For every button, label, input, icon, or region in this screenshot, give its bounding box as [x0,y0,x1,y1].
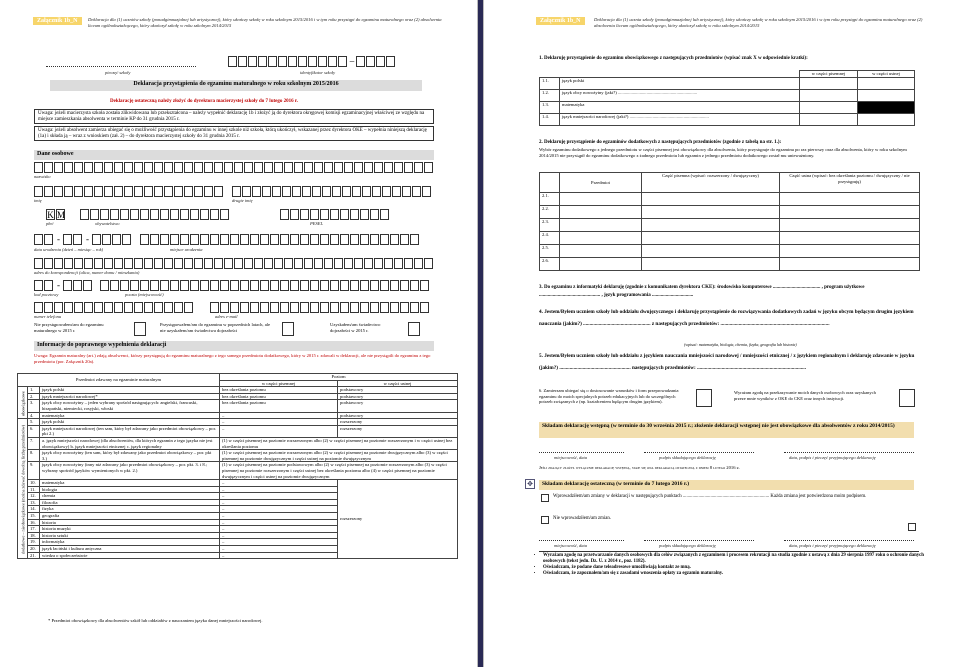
school-stamp-label: pieczęć szkoły [105,70,131,75]
warning-box-1: Uwaga: jeżeli macierzysta szkoła została zlikwidowana lub przekształcona – należy wypełnić deklarację 1b i złożyć ją do dyrektora okręgowej komisji egzaminacyjnej właściwej ze względu na miejsce zamieszkania absolwenta w terminie KP do 31 grudnia 2015 r. [34,109,434,124]
s2-subject-input[interactable] [560,232,642,245]
s2-oral-input[interactable] [780,245,920,258]
subject-written-level: – [220,552,338,559]
subject-name: historia [40,519,220,526]
subject-oral-level: podstawowy [338,393,458,400]
move-handle-icon[interactable]: ✥ [525,479,535,489]
attachment-tag-2: Załącznik 1b_N [536,17,585,25]
subject-name: język polski [40,419,220,426]
bullets-divider [539,551,919,552]
subject-name: matematyka [40,412,220,419]
phone-label: numer telefonu [34,314,62,319]
subject-oral-merged: rozszerzony [338,480,458,559]
subject-name: geografia [40,513,220,520]
s2-col-oral: Część ustna (wpisać: bez określania poziomu / dwujęzyczny / nie przystępuję) [780,173,920,193]
subject-num: 8. [28,450,40,462]
subject-oral-level: podstawowy [338,387,458,394]
subject-oral-level: podstawowy [338,412,458,419]
subject-written-level: – [220,480,338,487]
s1-row-num: 1.4. [540,113,560,125]
attachment-tag: Załącznik 1b_N [33,17,82,25]
s2-oral-input[interactable] [780,193,920,206]
subject-num: 15. [28,513,40,520]
subject-num: 12. [28,493,40,500]
subject-name: a. język mniejszości narodowej (dla absolwentów, dla których egzamin z tego języka nie jest obowiązkowy) b. język mniejszości etnicznej c. język regionalny [40,437,220,449]
subject-name: język mniejszości narodowej (ten sam, który był zdawany jako przedmiot obowiązkowy – por. pkt 2.) [40,425,220,437]
citizenship-label: obywatelstwo [95,221,120,226]
birth-place-cells[interactable] [140,234,420,245]
subject-num: 21. [28,552,40,559]
form-title: Deklaracja przystąpienia do egzaminu maturalnego w roku szkolnym 2015/2016 [50,80,422,91]
subject-num: 2. [28,393,40,400]
warning-box-2: Uwaga: jeżeli absolwent zamierza ubiegać się o możliwość przystąpienia do egzaminu w innej szkole niż szkoła, którą ukończył, wskazanej przez dyrektora OKE – wypełnia niniejszą deklarację (1a) i składa ją – wraz z wnioskiem (zał. 2) – do dyrektora macierzystej szkoły do 31 grudnia 2015 r. [34,126,434,141]
page-2 [483,0,958,667]
section-4-hint: (wpisać: matematyka, biologia, chemia, fizyka, geografia lub historia) [684,342,797,347]
subject-name: język obcy nowożytny (ten sam, który był zdawany jako przedmiot obowiązkowy – por. pkt 3.) [40,450,220,462]
section-6-right: Wyrażam zgodę na przekazywanie moich danych osobowych oraz uzyskanych przeze mnie wyników z OKE do CKE oraz innych instytucji. [734,390,876,401]
subject-written-level: – [220,539,338,546]
s2-oral-input[interactable] [780,232,920,245]
subject-num: 10. [28,480,40,487]
school-id-label: identyfikator szkoły [300,70,336,75]
birth-date-cells[interactable]: - - [34,234,132,245]
email-label: adres e-mail [215,314,238,319]
subject-num: 5. [28,419,40,426]
subject-written-level: (1) w części pisemnej na poziomie podstawowym albo (2) w części pisemnej na poziomie rozszerzonym albo (3) w części pisemnej na poziomie rozszerzonym i części ustnej bez określania poziomu albo (4) w części pisemnej na poziomie dwujęzycznym i części ustnej na poziomie dwujęzycznym [220,462,458,480]
final-opt1-checkbox[interactable] [541,494,549,502]
s2-row-num: 2.4. [540,232,560,245]
postal-code-label: kod pocztowy [34,292,59,297]
section-2-title: 2. Deklaruję przystąpienie do egzaminów dodatkowych z następujących przedmiotów (zgodnie z tabelą na str. 1.): [539,140,782,145]
s2-row-num: 2.2. [540,206,560,219]
subject-num: 19. [28,539,40,546]
city-label: poczta (miejscowość) [125,292,164,297]
s2-subject-input[interactable] [560,219,642,232]
subject-num: 6. [28,425,40,437]
birth-date-label: data urodzenia (dzień – miesiąc – rok) [34,247,104,252]
s6-right-checkbox[interactable] [899,389,915,407]
s2-oral-input[interactable] [780,219,920,232]
s2-written-input[interactable] [642,206,780,219]
section-6-left: 6. Zamierzam ubiegać się o dostosowanie warunków i form przeprowadzania egzaminu do moich specjalnych potrzeb edukacyjnych lub do szczególnych potrzeb związanych z (np. kształceniem będącym drugim językiem). [539,388,679,404]
gender-m[interactable]: M [57,210,66,220]
prelim-signature-line[interactable] [644,452,754,453]
subject-num: 11. [28,486,40,493]
subject-oral-level: rozszerzony [338,419,458,426]
s1-check-written[interactable] [800,101,858,113]
prelim-place-line[interactable] [539,452,624,453]
additional-table [539,172,920,271]
final-note: Jeśli zdający złożył wyłącznie deklarację wstępną, staje się ona deklaracją ostateczną z dniem 8 lutego 2016 r. [539,465,740,470]
subject-row [18,450,458,462]
subject-name: język polski [40,387,220,394]
prelim-receiver-line[interactable] [784,452,914,453]
birth-place-label: miejsce urodzenia [170,247,203,252]
s1-blocked-cell [858,101,915,113]
surname-label: nazwisko [34,174,51,179]
declaration-item: • Oświadczam, że podane dane teleadresowe umożliwiają kontakt ze mną. [543,565,928,571]
subject-name: język obcy nowożytny (inny niż zdawany jako przedmiot obowiązkowy – por. pkt. 3. i 8.; wybrany spośród języków wymienionych w pkt. 2.) [40,462,220,480]
subject-name: chemia [40,493,220,500]
subject-written-level: – [220,499,338,506]
subject-name: filozofia [40,499,220,506]
s2-written-input[interactable] [642,193,780,206]
s2-subject-input[interactable] [560,245,642,258]
final-header: Składam deklarację ostateczną (w terminie do 7 lutego 2016 r.) [539,480,914,490]
subject-row [18,462,458,480]
subject-written-level: bez określania poziomu [220,393,338,400]
prelim-place-label: miejscowość, data [554,455,587,460]
personal-data-header: Dane osobowe [34,150,434,160]
first-name-cells[interactable] [34,186,224,197]
s1-check-written[interactable] [800,89,858,101]
header-note: Deklaracja dla (1) uczniów szkoły (ponadgimnazjalnej lub artystycznej), który ukończy szkołę w roku szkolnym 2015/2016 i w tym roku przystąpi do egzaminu maturalnego oraz (2) absolwenta liceum ogólnokształcącego, który ukończył szkołę w roku szkolnym 2014/2015 [88,17,442,28]
subject-num: 9. [28,462,40,480]
subject-written-level: – [220,425,338,437]
first-name-label: imię [34,198,42,203]
section-5: 5. Jestem/Byłem uczniem szkoły lub oddziału z językiem nauczania mniejszości narodowej / mniejszości etnicznej / z językiem regionalnym i deklaruję zdawanie w języku (jakim?) ....................................................... następujących przedmiotów: .................................................................................... [539,353,915,371]
address-cells[interactable] [34,258,434,269]
school-stamp-line[interactable] [46,66,196,67]
subject-name: język mniejszości narodowej* [40,393,220,400]
section-3: 3. Do egzaminu z informatyki deklaruję (zgodnie z komunikatem dyrektora CKE): środowisko komputerowe ...................................... , program użytkowe ................................................. , język programowania ................................. [539,285,865,298]
s2-row-num: 2.1. [540,193,560,206]
subject-written-level: bez określania poziomu [220,387,338,394]
s1-check-oral[interactable] [858,113,915,125]
school-id-cells[interactable]: – [228,56,396,67]
col-subject: Przedmiot zdawany na egzaminie maturalnym [18,374,220,387]
subject-num: 4. [28,412,40,419]
section-1-title: 1. Deklaruję przystąpienie do egzaminu obowiązkowego z następujących przedmiotów (wpisać znak X w odpowiednie kratki): [539,56,808,61]
page-1 [0,0,478,667]
subject-name: biologia [40,486,220,493]
subject-num: 7. [28,437,40,449]
city-cells[interactable] [100,280,430,291]
s1-row-subject: język obcy nowożytny (jaki?) ..................................................................... [560,89,800,101]
s2-oral-input[interactable] [780,258,920,271]
status-opt-3-checkbox[interactable] [408,322,420,336]
section-2-note: Wybór egzaminu dodatkowego z jednego przedmiotu w części pisemnej jest obowiązkowy dla absolwenta, który przystępuje do egzaminu po raz pierwszy oraz dla absolwenta, który w roku szkolnym 2014/2015 nie przystąpił do egzaminu dodatkowego z żadnego przedmiotu lub egzamin z jednego przedmiotu dodatkowego został mu unieważniony. [539,147,907,158]
subject-name: język obcy nowożytny – jeden wybrany spośród następujących: angielski, francuski, hiszpański, niemiecki, rosyjski, włoski [40,400,220,412]
s2-row-num: 2.5. [540,245,560,258]
subject-num: 1. [28,387,40,394]
subject-written-level: – [220,519,338,526]
s1-check-written[interactable] [800,77,858,89]
subject-num: 3. [28,400,40,412]
postal-code-cells[interactable]: - [34,280,93,291]
header-note-2: Deklaracja dla (1) ucznia szkoły (ponadgimnazjalnej lub artystycznej), który ukończy szkołę w roku szkolnym 2015/2016 i w tym roku przystąpi do egzaminu maturalnego oraz (2) absolwenta liceum ogólnokształcącego, który ukończył szkołę w roku szkolnym 2014/2015 [594,17,923,28]
s1-col-written: w części pisemnej [800,71,858,78]
final-opt2-text: Nie wprowadziłem/am zmian. [553,516,611,521]
status-opt-1-checkbox[interactable] [134,322,146,336]
subject-num: 17. [28,526,40,533]
group-mandatory: obowiązkowe [18,387,28,419]
subject-row [18,387,458,394]
subject-row [18,393,458,400]
status-opt-2-checkbox[interactable] [282,322,294,336]
subject-written-level: – [220,532,338,539]
subject-row [18,412,458,419]
subject-row [18,425,458,437]
surname-cells[interactable] [34,162,434,173]
citizenship-cells[interactable] [80,209,230,220]
subject-written-level: (1) w części pisemnej na poziomie rozszerzonym albo (2) w części pisemnej na poziomie rozszerzonym i w części ustnej bez określania poziomu [220,437,458,449]
second-name-label: drugie imię [232,198,253,203]
subject-written-level: – [220,493,338,500]
s2-written-input[interactable] [642,258,780,271]
subject-row [18,400,458,412]
subject-written-level: – [220,513,338,520]
s6-left-checkbox[interactable] [696,389,712,407]
subject-oral-level: rozszerzony [338,425,458,437]
subject-written-level: – [220,546,338,553]
subject-written-level: – [220,419,338,426]
prelim-signature-label: podpis składającego deklarację [659,455,716,460]
subject-name: wiedza o społeczeństwie [40,552,220,559]
final-signature-label: podpis składającego deklarację [659,543,716,548]
col-oral: w części ustnej [338,380,458,387]
pesel-cells[interactable] [280,209,390,220]
address-label: adres do korespondencji (ulica, numer domu / mieszkania) [34,270,140,275]
fill-info-note: Uwaga: Egzamin maturalny (art.) zdają absolwenci, którzy przystępują do egzaminu maturalnego z tego samego przedmiotu dodatkowego, który w 2015 r. zdawali w deklaracji, ale nie przystąpili do egzaminu z tego przedmiotu (por. Załącznik 20a). [34,353,431,364]
section-4: 4. Jestem/Byłem uczniem szkoły lub oddziału dwujęzycznego i deklaruję przystąpienie do rozwiązywania dodatkowych zadań w języku obcym będącym drugim językiem nauczania (jakim?) .................................................... z następujących przedmiotów: .................................................................................... [539,309,914,327]
subject-oral-level: podstawowy [338,400,458,412]
footnote: * Przedmiot obowiązkowy dla absolwentów szkół lub oddziałów z nauczaniem języka danej mniejszości narodowej. [48,618,263,623]
email-cells[interactable] [210,302,430,313]
subject-written-level: (1) w części pisemnej na poziomie rozszerzonym albo (2) w części pisemnej na poziomie dwujęzycznym albo (3) w części pisemnej na poziomie dwujęzycznym i części ustnej na poziomie dwujęzycznym [220,450,458,462]
final-opt1-text: Wprowadziłem/am zmiany w deklaracji w następujących punktach ........................................................................ Każda zmiana jest potwierdzona moim podpisem. [553,494,867,499]
subject-name: historia sztuki [40,532,220,539]
s2-subject-input[interactable] [560,206,642,219]
subject-num: 14. [28,506,40,513]
declarations-list [529,553,928,577]
subject-num: 20. [28,546,40,553]
final-place-label: miejscowość, data [554,543,587,548]
declaration-item: • Wyrażam zgodę na przetwarzanie danych osobowych dla celów związanych z egzaminem i procesem rekrutacji na studia zgodnie z ustawą z dnia 29 sierpnia 1997 roku o ochronie danych osobowych (tekst jedn. Dz. U. z 2014 r., poz. 1182). [543,553,928,565]
second-name-cells[interactable] [232,186,432,197]
s1-row-num: 1.1. [540,77,560,89]
col-written: w części pisemnej [220,380,338,387]
s1-col-oral: w części ustnej [858,71,915,78]
s1-row-subject: matematyka [560,101,800,113]
col-level: Poziom [220,374,458,381]
subject-written-level: – [220,486,338,493]
subject-written-level: – [220,506,338,513]
status-opt-1-text: Nie przystępowałem/am do egzaminu maturalnego w 2015 r. [34,322,104,333]
s2-row-num: 2.3. [540,219,560,232]
final-place-line[interactable] [539,540,624,541]
subject-name: informatyka [40,539,220,546]
s2-subject-input[interactable] [560,258,642,271]
final-receiver-label: data, podpis i pieczęć przyjmującego deklarację [789,543,876,548]
s1-row-num: 1.2. [540,89,560,101]
subject-written-level: – [220,526,338,533]
pesel-label: PESEL [310,221,323,226]
s2-col-written: Część pisemna (wpisać: rozszerzony / dwujęzyczny) [642,173,780,193]
final-signature-line[interactable] [644,540,754,541]
s2-written-input[interactable] [642,219,780,232]
subject-name: historia muzyki [40,526,220,533]
s1-check-oral[interactable] [858,89,915,101]
s2-row-num: 2.6. [540,258,560,271]
final-opt2-checkbox[interactable] [541,516,549,524]
s2-subject-input[interactable] [560,193,642,206]
declaration-item: • Oświadczam, że zapoznałem/am się z zasadami wnoszenia opłaty za egzamin maturalny. [543,571,928,577]
status-opt-2-text: Przystępowałem/am do egzaminu w poprzednich latach, ale nie uzyskałem/am świadectwa dojrzałości [160,322,271,333]
prelim-receiver-label: data, podpis i pieczęć przyjmującego deklarację [789,455,876,460]
subject-row [18,437,458,449]
subject-num: 13. [28,499,40,506]
subjects-table [17,373,458,559]
s2-written-input[interactable] [642,245,780,258]
group-optional: dodatkowe – nieobowiązkowe (można zdawać dowolną liczbę przedmiotów) [18,419,28,559]
s1-row-subject: język polski [560,77,800,89]
phone-cells[interactable] [34,302,194,313]
s2-col-subject: Przedmiot [560,173,642,193]
gender-cells[interactable] [46,209,66,220]
deadline-note: Deklarację ostateczną należy złożyć do dyrektora macierzystej szkoły do 7 lutego 2016 r. [110,99,298,104]
subject-row [18,419,458,426]
s1-check-written[interactable] [800,113,858,125]
subject-name: fizyka [40,506,220,513]
gender-label: płeć [46,221,54,226]
final-receiver-line[interactable] [784,540,914,541]
subject-written-level: bez określania poziomu [220,400,338,412]
subject-row [18,480,458,487]
corner-checkbox[interactable] [908,523,916,531]
preliminary-header: Składam deklarację wstępną (w terminie do 30 września 2015 r.; złożenie deklaracji wstępnej nie jest obowiązkowe dla absolwentów z roku 2014/2015) [539,422,914,438]
subject-name: język łaciński i kultura antyczna [40,546,220,553]
gender-k[interactable]: K [47,210,54,220]
subject-num: 18. [28,532,40,539]
s2-oral-input[interactable] [780,206,920,219]
s1-check-oral[interactable] [858,77,915,89]
status-opt-3-text: Uzyskałem/am świadectwo dojrzałości w 2015 r. [330,322,381,333]
s1-row-subject: język mniejszości narodowej (jaki?) ..................................................................... [560,113,800,125]
fill-info-header: Informacje do poprawnego wypełnienia deklaracji [34,341,434,351]
subject-written-level: – [220,412,338,419]
mandatory-table [539,70,915,126]
subject-num: 16. [28,519,40,526]
s1-row-num: 1.3. [540,101,560,113]
s2-written-input[interactable] [642,232,780,245]
subject-name: matematyka [40,480,220,487]
